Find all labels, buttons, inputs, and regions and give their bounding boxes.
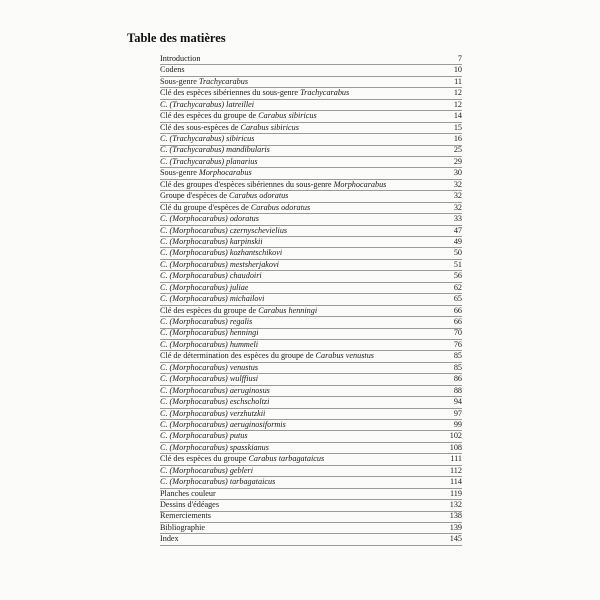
toc-entry-label bbox=[160, 87, 349, 98]
toc-entry-page: 65 bbox=[453, 294, 462, 304]
toc-entry-label bbox=[160, 453, 324, 464]
toc-entry-text: Carabus venustus bbox=[315, 351, 374, 361]
toc-entry-text: C. (Morphocarabus) gebleri bbox=[160, 465, 254, 475]
toc-entry-label bbox=[160, 533, 179, 544]
toc-entry-page: 12 bbox=[453, 99, 462, 109]
toc-entry bbox=[160, 54, 462, 65]
toc-entry-text: C. (Trachycarabus) planarius bbox=[160, 156, 258, 166]
toc-entry-label bbox=[160, 144, 270, 155]
toc-entry-text: Planches couleur bbox=[160, 488, 216, 498]
toc-entry-label bbox=[160, 488, 216, 499]
toc-entry-label bbox=[160, 430, 248, 441]
toc-entry-page: 62 bbox=[453, 282, 462, 292]
toc-entry-text: Sous-genre bbox=[160, 76, 199, 86]
toc-entry-page: 25 bbox=[453, 145, 462, 155]
table-of-contents bbox=[160, 54, 462, 546]
toc-entry-label bbox=[160, 499, 219, 510]
toc-entry-page: 15 bbox=[453, 122, 462, 132]
toc-entry-label bbox=[160, 76, 248, 87]
toc-entry-page: 112 bbox=[450, 465, 462, 475]
toc-entry bbox=[160, 512, 462, 523]
toc-entry-page: 111 bbox=[450, 454, 462, 464]
toc-entry-label bbox=[160, 522, 205, 533]
toc-entry-text: Clé des sous-espèces de bbox=[160, 122, 241, 132]
toc-entry-page: 145 bbox=[449, 534, 462, 544]
toc-entry-text: Groupe d'espèces de bbox=[160, 191, 229, 201]
toc-entry-label bbox=[160, 99, 254, 110]
toc-entry-text: C. (Morphocarabus) verzhutzkii bbox=[160, 408, 266, 418]
toc-entry-page: 30 bbox=[453, 168, 462, 178]
toc-entry-label bbox=[160, 202, 310, 213]
toc-entry-label bbox=[160, 156, 258, 167]
toc-entry-label bbox=[160, 190, 288, 201]
toc-entry-text: C. (Trachycarabus) sibiricus bbox=[160, 134, 255, 144]
toc-entry-page: 50 bbox=[453, 248, 462, 258]
toc-entry-text: C. (Morphocarabus) karpinskii bbox=[160, 236, 263, 246]
toc-entry-page: 132 bbox=[449, 500, 462, 510]
toc-entry-text: C. (Morphocarabus) hummeli bbox=[160, 339, 259, 349]
toc-entry-text: Clé des espèces du groupe de bbox=[160, 305, 259, 315]
toc-entry-label bbox=[160, 408, 265, 419]
toc-entry-page: 10 bbox=[453, 65, 462, 75]
toc-entry-label bbox=[160, 64, 185, 75]
toc-entry-label bbox=[160, 247, 282, 258]
toc-entry-text: Dessins d'édéages bbox=[160, 500, 219, 510]
toc-entry-page: 86 bbox=[453, 374, 462, 384]
toc-entry-page: 114 bbox=[450, 477, 462, 487]
toc-entry-label bbox=[160, 110, 317, 121]
toc-entry-label bbox=[160, 339, 258, 350]
toc-entry-page: 66 bbox=[453, 317, 462, 327]
toc-entry-text: Introduction bbox=[160, 53, 201, 63]
toc-entry-text: Trachycarabus bbox=[300, 88, 350, 98]
toc-entry bbox=[160, 523, 462, 534]
toc-entry-label bbox=[160, 282, 248, 293]
toc-entry bbox=[160, 534, 462, 545]
toc-entry-text: Remerciements bbox=[160, 511, 211, 521]
toc-entry-text: C. (Morphocarabus) venustus bbox=[160, 362, 259, 372]
toc-entry-page: 7 bbox=[457, 53, 462, 63]
toc-entry-text: C. (Morphocarabus) tarbagataicus bbox=[160, 477, 276, 487]
toc-entry-text: Carabus henningi bbox=[258, 305, 318, 315]
toc-entry-label bbox=[160, 396, 269, 407]
page-title: Table des matières bbox=[127, 31, 226, 45]
toc-entry-label bbox=[160, 476, 275, 487]
toc-entry-label bbox=[160, 362, 258, 373]
toc-entry-page: 94 bbox=[453, 397, 462, 407]
toc-entry-label bbox=[160, 442, 269, 453]
toc-entry-label bbox=[160, 270, 262, 281]
toc-entry-page: 76 bbox=[453, 339, 462, 349]
toc-entry-text: Index bbox=[160, 534, 179, 544]
toc-entry-text: Clé des espèces du groupe de bbox=[160, 111, 259, 121]
toc-entry-text: Clé du groupe d'espèces de bbox=[160, 202, 251, 212]
toc-entry-text: C. (Morphocarabus) czernyschevielius bbox=[160, 225, 288, 235]
toc-entry-label bbox=[160, 385, 270, 396]
toc-entry-page: 138 bbox=[449, 511, 462, 521]
toc-entry-page: 29 bbox=[453, 156, 462, 166]
toc-entry-page: 66 bbox=[453, 305, 462, 315]
toc-entry-page: 49 bbox=[453, 236, 462, 246]
toc-entry-text: Carabus tarbagataicus bbox=[248, 454, 325, 464]
toc-entry-page: 102 bbox=[449, 431, 462, 441]
toc-entry-page: 33 bbox=[453, 214, 462, 224]
toc-entry-page: 88 bbox=[453, 385, 462, 395]
toc-entry-page: 56 bbox=[453, 271, 462, 281]
toc-entry-text: C. (Morphocarabus) henningi bbox=[160, 328, 259, 338]
toc-entry-text: Clé de détermination des espèces du groupe de bbox=[160, 351, 316, 361]
toc-entry-page: 139 bbox=[449, 522, 462, 532]
toc-entry-label bbox=[160, 373, 258, 384]
toc-entry-text: C. (Morphocarabus) putus bbox=[160, 431, 248, 441]
toc-entry-text: C. (Morphocarabus) spasskianus bbox=[160, 442, 269, 452]
toc-entry-label bbox=[160, 236, 263, 247]
toc-entry-text: Carabus odoratus bbox=[250, 202, 311, 212]
toc-entry-text: Clé des groupes d'espèces sibériennes du sous-genre bbox=[160, 179, 334, 189]
toc-entry-label bbox=[160, 167, 252, 178]
toc-entry-page: 119 bbox=[450, 488, 462, 498]
toc-entry-label bbox=[160, 53, 200, 64]
toc-entry-label bbox=[160, 316, 252, 327]
toc-entry-page: 85 bbox=[453, 362, 462, 372]
toc-entry-text: C. (Trachycarabus) latreillei bbox=[160, 99, 255, 109]
toc-entry-text: C. (Morphocarabus) chaudoiri bbox=[160, 271, 262, 281]
toc-entry-page: 85 bbox=[453, 351, 462, 361]
toc-entry-text: C. (Morphocarabus) odoratus bbox=[160, 214, 259, 224]
toc-entry-label bbox=[160, 259, 279, 270]
toc-entry-text: C. (Morphocarabus) mestsherjakovi bbox=[160, 259, 279, 269]
toc-entry-text: C. (Morphocarabus) juliae bbox=[160, 282, 249, 292]
toc-entry-page: 32 bbox=[453, 179, 462, 189]
toc-entry-label bbox=[160, 350, 374, 361]
toc-entry-text: C. (Trachycarabus) mandibularis bbox=[160, 145, 270, 155]
toc-entry-text: C. (Morphocarabus) aeruginosus bbox=[160, 385, 270, 395]
toc-entry-label bbox=[160, 327, 258, 338]
toc-entry-text: Carabus sibiricus bbox=[258, 111, 317, 121]
toc-entry-text: Bibliographie bbox=[160, 522, 206, 532]
toc-entry-label bbox=[160, 419, 286, 430]
toc-entry-label bbox=[160, 465, 253, 476]
toc-entry-text: Trachycarabus bbox=[198, 76, 249, 86]
toc-entry-page: 51 bbox=[453, 259, 462, 269]
toc-entry-label bbox=[160, 179, 386, 190]
toc-entry-text: C. (Morphocarabus) aeruginosiformis bbox=[160, 419, 286, 429]
toc-entry-page: 97 bbox=[453, 408, 462, 418]
toc-entry-page: 16 bbox=[453, 134, 462, 144]
toc-entry-page: 11 bbox=[454, 76, 462, 86]
toc-entry-text: C. (Morphocarabus) regalis bbox=[160, 317, 253, 327]
toc-entry-text: Sous-genre bbox=[160, 168, 199, 178]
toc-entry-page: 99 bbox=[453, 419, 462, 429]
toc-entry-page: 12 bbox=[453, 88, 462, 98]
toc-entry-text: C. (Morphocarabus) michailovi bbox=[160, 294, 265, 304]
toc-entry-label bbox=[160, 225, 287, 236]
toc-entry-page: 14 bbox=[453, 111, 462, 121]
toc-entry-text: Clé des espèces du groupe bbox=[160, 454, 249, 464]
toc-entry-text: Carabus odoratus bbox=[229, 191, 289, 201]
toc-entry-page: 47 bbox=[453, 225, 462, 235]
toc-entry-label bbox=[160, 293, 264, 304]
toc-entry-page: 32 bbox=[453, 191, 462, 201]
toc-entry-text: Codens bbox=[160, 65, 185, 75]
toc-entry-text: C. (Morphocarabus) wulffiusi bbox=[160, 374, 259, 384]
toc-entry-text: Morphocarabus bbox=[198, 168, 252, 178]
toc-entry-label bbox=[160, 122, 299, 133]
toc-entry-text: C. (Morphocarabus) eschscholtzi bbox=[160, 397, 270, 407]
toc-entry-text: Clé des espèces sibériennes du sous-genre bbox=[160, 88, 301, 98]
toc-entry-text: C. (Morphocarabus) kozhantschikovi bbox=[160, 248, 283, 258]
toc-entry-page: 32 bbox=[453, 202, 462, 212]
toc-entry-label bbox=[160, 305, 317, 316]
toc-entry-page: 70 bbox=[453, 328, 462, 338]
toc-entry-text: Morphocarabus bbox=[333, 179, 387, 189]
toc-entry-page: 108 bbox=[449, 442, 462, 452]
toc-entry-label bbox=[160, 213, 259, 224]
toc-entry-label bbox=[160, 510, 211, 521]
toc-entry-text: Carabus sibiricus bbox=[240, 122, 299, 132]
toc-entry-label bbox=[160, 133, 254, 144]
